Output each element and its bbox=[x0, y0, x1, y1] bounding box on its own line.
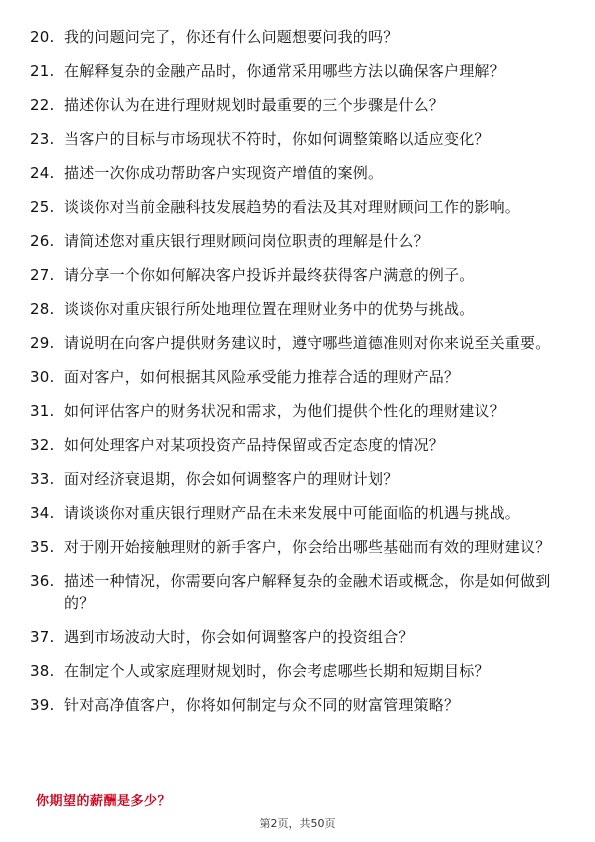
question-number: 21. bbox=[30, 62, 55, 80]
question-text: 我的问题问完了，你还有什么问题想要问我的吗？ bbox=[64, 28, 399, 46]
question-item bbox=[30, 694, 570, 716]
question-number: 35. bbox=[30, 538, 55, 556]
question-number: 36. bbox=[30, 572, 55, 590]
question-text: 请说明在向客户提供财务建议时，遵守哪些道德准则对你来说至关重要。 bbox=[64, 334, 551, 352]
question-text: 在解释复杂的金融产品时，你通常采用哪些方法以确保客户理解？ bbox=[64, 62, 505, 80]
question-item bbox=[30, 94, 570, 116]
question-text: 谈谈你对当前金融科技发展趋势的看法及其对理财顾问工作的影响。 bbox=[64, 198, 521, 216]
question-number: 30. bbox=[30, 368, 55, 386]
question-number: 31. bbox=[30, 402, 55, 420]
question-text: 针对高净值客户，你将如何制定与众不同的财富管理策略？ bbox=[64, 696, 460, 714]
question-item bbox=[30, 536, 570, 558]
question-item bbox=[30, 366, 570, 388]
question-text: 描述一种情况，你需要向客户解释复杂的金融术语或概念，你是如何做到的？ bbox=[64, 572, 551, 612]
question-text: 面对经济衰退期，你会如何调整客户的理财计划？ bbox=[64, 470, 399, 488]
question-item bbox=[30, 502, 570, 524]
question-item bbox=[30, 196, 570, 218]
question-text: 描述一次你成功帮助客户实现资产增值的案例。 bbox=[64, 164, 384, 182]
question-text: 请简述您对重庆银行理财顾问岗位职责的理解是什么？ bbox=[64, 232, 429, 250]
question-text: 在制定个人或家庭理财规划时，你会考虑哪些长期和短期目标？ bbox=[64, 662, 490, 680]
question-text: 对于刚开始接触理财的新手客户，你会给出哪些基础而有效的理财建议？ bbox=[64, 538, 551, 556]
question-number: 24. bbox=[30, 164, 55, 182]
question-item bbox=[30, 230, 570, 252]
question-text: 请谈谈你对重庆银行理财产品在未来发展中可能面临的机遇与挑战。 bbox=[64, 504, 521, 522]
question-number: 25. bbox=[30, 198, 55, 216]
question-list bbox=[30, 26, 570, 728]
question-text: 遇到市场波动大时，你会如何调整客户的投资组合？ bbox=[64, 628, 414, 646]
question-item bbox=[30, 332, 570, 354]
question-number: 28. bbox=[30, 300, 55, 318]
question-text: 谈谈你对重庆银行所处地理位置在理财业务中的优势与挑战。 bbox=[64, 300, 475, 318]
question-item bbox=[30, 128, 570, 150]
question-number: 32. bbox=[30, 436, 55, 454]
question-text: 如何处理客户对某项投资产品持保留或否定态度的情况？ bbox=[64, 436, 445, 454]
question-number: 27. bbox=[30, 266, 55, 284]
question-item bbox=[30, 400, 570, 422]
salary-question: 你期望的薪酬是多少？ bbox=[36, 794, 172, 809]
question-number: 29. bbox=[30, 334, 55, 352]
question-text: 如何评估客户的财务状况和需求，为他们提供个性化的理财建议？ bbox=[64, 402, 505, 420]
question-number: 23. bbox=[30, 130, 55, 148]
question-item bbox=[30, 264, 570, 286]
question-item bbox=[30, 298, 570, 320]
question-number: 26. bbox=[30, 232, 55, 250]
question-number: 34. bbox=[30, 504, 55, 522]
question-item bbox=[30, 60, 570, 82]
question-item bbox=[30, 626, 570, 648]
question-number: 33. bbox=[30, 470, 55, 488]
question-text: 面对客户，如何根据其风险承受能力推荐合适的理财产品？ bbox=[64, 368, 460, 386]
question-number: 22. bbox=[30, 96, 55, 114]
question-item bbox=[30, 434, 570, 456]
question-item bbox=[30, 468, 570, 490]
page-number-footer: 第2页，共50页 bbox=[259, 817, 336, 830]
question-item bbox=[30, 26, 570, 48]
question-item bbox=[30, 660, 570, 682]
question-text: 请分享一个你如何解决客户投诉并最终获得客户满意的例子。 bbox=[64, 266, 475, 284]
question-item bbox=[30, 162, 570, 184]
question-number: 39. bbox=[30, 696, 55, 714]
question-number: 38. bbox=[30, 662, 55, 680]
question-text: 描述你认为在进行理财规划时最重要的三个步骤是什么？ bbox=[64, 96, 445, 114]
question-text: 当客户的目标与市场现状不符时，你如何调整策略以适应变化？ bbox=[64, 130, 490, 148]
question-number: 20. bbox=[30, 28, 55, 46]
question-number: 37. bbox=[30, 628, 55, 646]
question-item bbox=[30, 570, 570, 614]
